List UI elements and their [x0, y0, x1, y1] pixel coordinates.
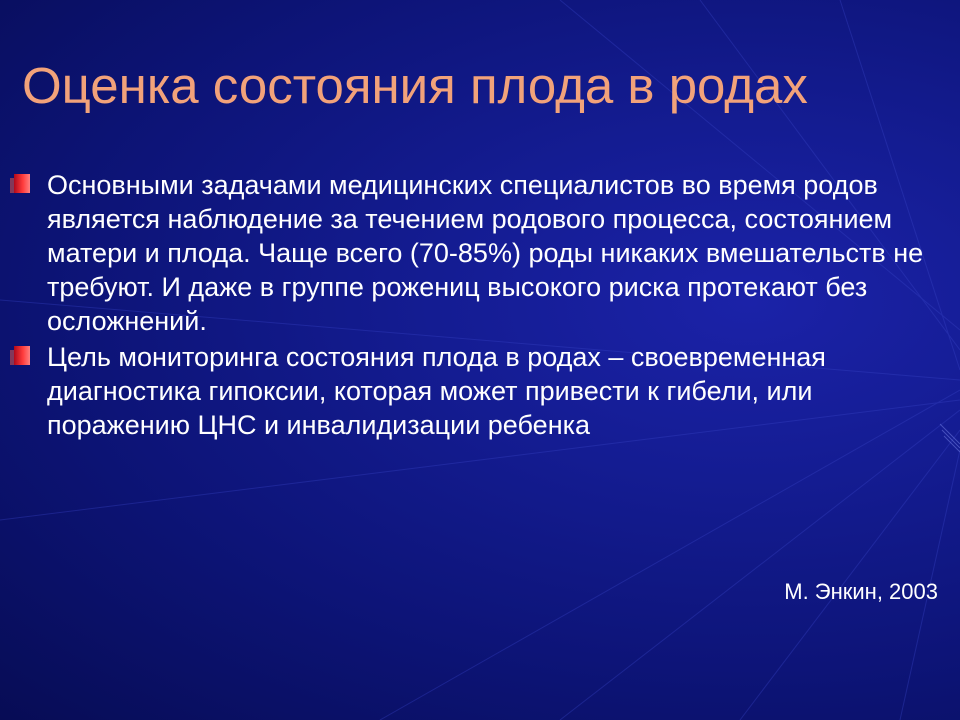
bullet-item [10, 340, 950, 442]
red-square-bullet-icon [10, 174, 30, 193]
slide-title: Оценка состояния плода в родах [22, 57, 808, 114]
citation: М. Энкин, 2003 [784, 579, 938, 604]
bullet-list [10, 168, 950, 444]
red-square-bullet-icon [10, 346, 30, 365]
bullet-text: Цель мониторинга состояния плода в родах – своевременная диагностика гипоксии, которая может привести к гибели, или поражению ЦНС и инвалидизации ребенка [47, 342, 826, 440]
bullet-item [10, 168, 950, 338]
bullet-text: Основными задачами медицинских специалистов во время родов является наблюдение за течением родового процесса, состоянием матери и плода. Чаще всего (70-85%) роды никаких вмешательств не требуют. И даже в группе рожениц высокого риска протекают без осложнений. [47, 170, 924, 336]
